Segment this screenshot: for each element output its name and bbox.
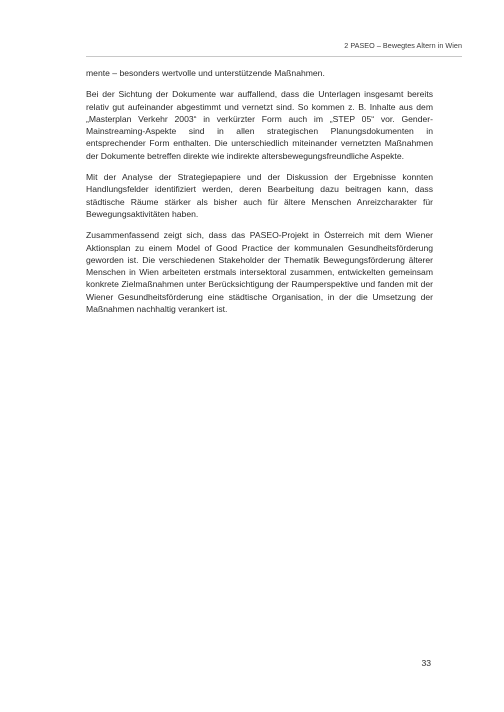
running-header: 2 PASEO – Bewegtes Altern in Wien — [344, 41, 462, 50]
paragraph-strategy-analysis: Mit der Analyse der Strategiepapiere und der Diskussion der Ergebnisse konnten Handlungsfelder identifiziert werden, deren Bearbeitung dazu beitragen kann, dass städtische Räume stärker als bisher auch für ältere Menschen Anreizcharakter für Bewegungsaktivitäten haben. — [86, 172, 433, 219]
paragraph-continuation: mente – besonders wertvolle und unterstützende Maßnahmen. — [86, 68, 325, 78]
paragraph-summary: Zusammenfassend zeigt sich, dass das PASEO-Projekt in Österreich mit dem Wiener Aktionsplan zu einem Model of Good Practice der kommunalen Gesundheitsförderung geworden ist. Die verschiedenen Stakeholder der Thematik Bewegungsförderung älterer Menschen in Wien arbeiteten erstmals intersektoral zusammen, entwickelten gemeinsam konkrete Zielmaßnahmen unter Berücksichtigung der Raumperspektive und fanden mit der Wiener Gesundheitsförderung eine städtische Organisation, in der die Umsetzung der Maßnahmen nachhaltig verankert ist. — [86, 230, 433, 315]
header-divider — [86, 56, 462, 57]
paragraph-document-review: Bei der Sichtung der Dokumente war auffallend, dass die Unterlagen insgesamt bereits relativ gut aufeinander abgestimmt und vernetzt sind. So kommen z. B. Inhalte aus dem „Masterplan Verkehr 2003“ in verkürzter Form auch im „STEP 05“ vor. Gender-Mainstreaming-Aspekte sind in allen strategischen Planungsdokumenten in entsprechender Form enthalten. Die unterschiedlich miteinander vernetzten Maßnahmen der Dokumente betreffen direkte wie indirekte altersbewegungsfreundliche Aspekte. — [86, 89, 433, 161]
body-text — [86, 67, 433, 324]
page-number: 33 — [421, 658, 431, 668]
